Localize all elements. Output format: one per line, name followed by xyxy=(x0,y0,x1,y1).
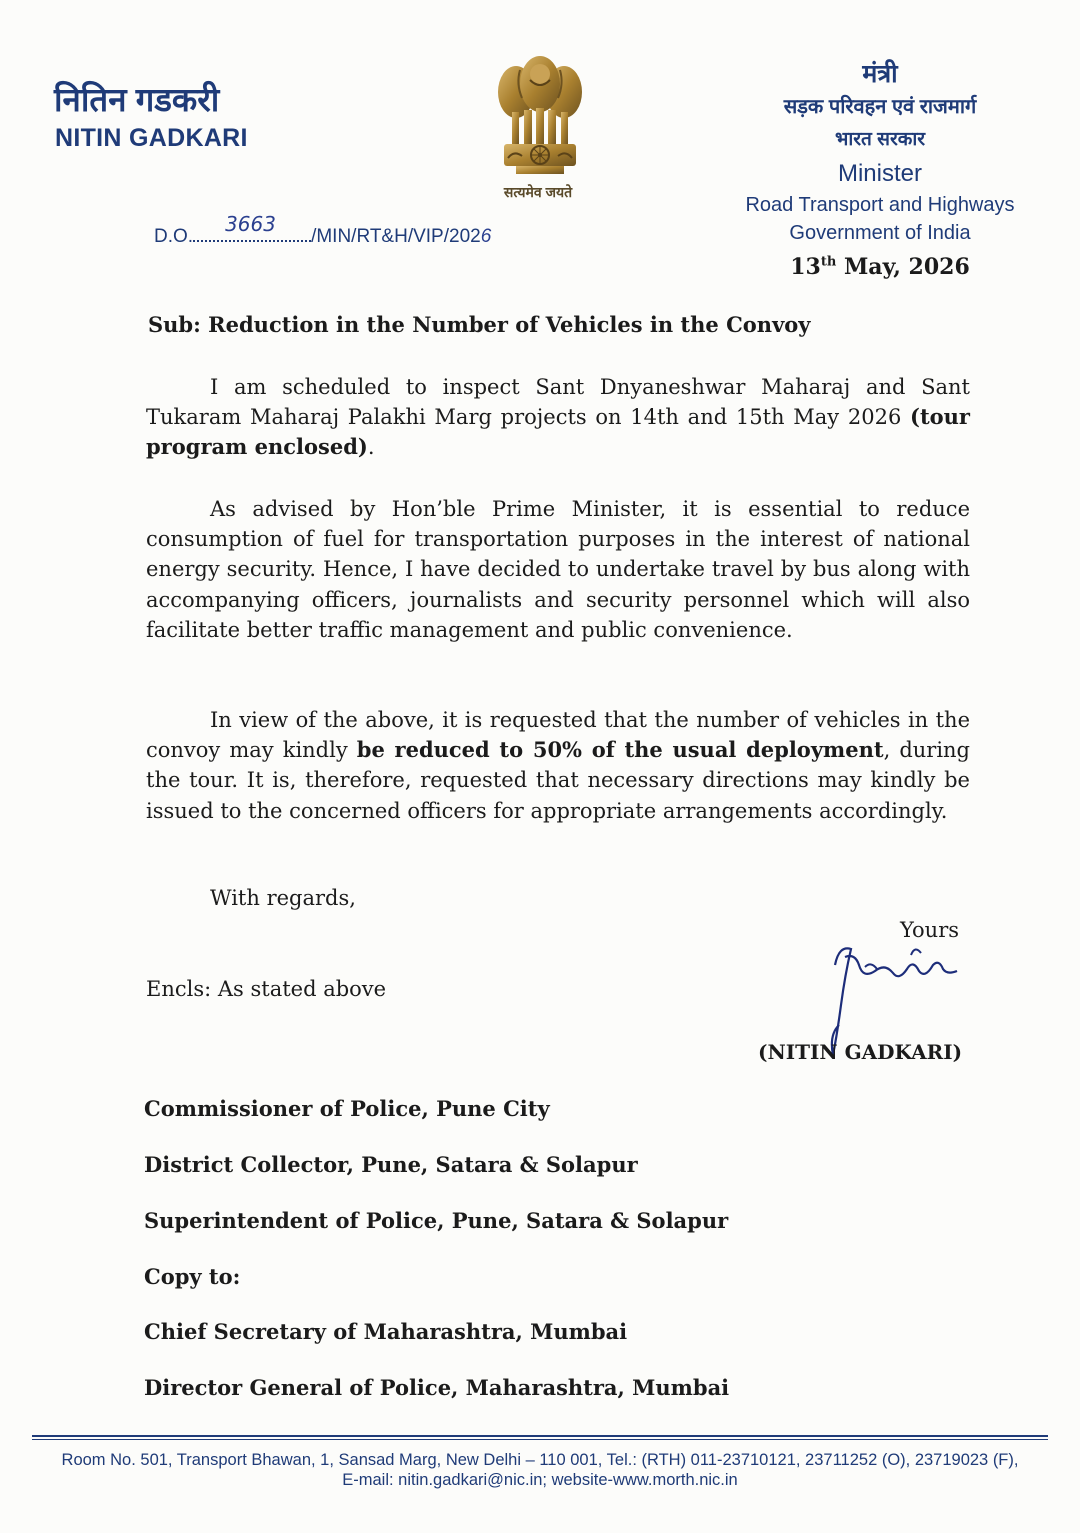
copy-to-label: Copy to: xyxy=(144,1264,241,1289)
paragraph-3-end: , during the tour. It is, therefore, requested that necessary directions may kindly be issued to the concerned officers for appropriate arrangements accordingly. xyxy=(146,738,971,823)
letter-date xyxy=(730,254,1030,280)
reference-number xyxy=(154,212,492,248)
date-day: 13 xyxy=(790,254,821,280)
footer-address: Room No. 501, Transport Bhawan, 1, Sansad Marg, New Delhi – 110 001, Tel.: (RTH) 011-23710121, 23711252 (O), 23719023 (F), xyxy=(61,1451,1019,1469)
paragraph-3-bold: be reduced to 50% of the usual deployment xyxy=(356,737,884,763)
closing-yours: Yours xyxy=(900,918,960,942)
minister-title-hindi: मंत्री xyxy=(862,60,898,88)
minister-title-english: Minister xyxy=(837,160,922,187)
reference-handwritten-year: 6 xyxy=(480,226,492,247)
footer-contact: E-mail: nitin.gadkari@nic.in; website-www.morth.nic.in xyxy=(342,1471,738,1489)
closing-regards: With regards, xyxy=(210,886,356,910)
subject-line: Sub: Reduction in the Number of Vehicles in the Convoy xyxy=(148,312,811,337)
reference-handwritten-number: 3663 xyxy=(225,212,276,236)
paragraph-2-text: As advised by Hon’ble Prime Minister, it is essential to reduce consumption of fuel for transportation purposes in the interest of national energy security. Hence, I have decided to undertake travel by bus along with accompanying officers, journalists and security personnel which will also facilitate better traffic management and public convenience. xyxy=(146,497,970,642)
recipient-3: Superintendent of Police, Pune, Satara & Solapur xyxy=(144,1208,729,1233)
government-english: Government of India xyxy=(789,222,971,244)
copy-recipient-2: Director General of Police, Maharashtra, Mumbai xyxy=(144,1375,730,1400)
date-suffix: th xyxy=(820,254,837,270)
copy-recipient-1: Chief Secretary of Maharashtra, Mumbai xyxy=(144,1319,628,1344)
paragraph-1-bold: (tour program enclosed) xyxy=(146,404,970,460)
government-hindi: भारत सरकार xyxy=(834,129,926,150)
paragraph-3-text: In view of the above, it is requested that the number of vehicles in the convoy may kindly xyxy=(146,708,970,763)
enclosure-note: Encls: As stated above xyxy=(146,977,387,1001)
paragraph-1-text: I am scheduled to inspect Sant Dnyaneshwar Maharaj and Sant Tukaram Maharaj Palakhi Marg projects on 14th and 15th May 2026 xyxy=(146,375,970,430)
signatory-name: (NITIN GADKARI) xyxy=(758,1040,963,1064)
paragraph-1 xyxy=(146,372,970,463)
paragraph-1-end: . xyxy=(367,435,375,460)
date-month-year: May, 2026 xyxy=(836,254,970,280)
footer-divider xyxy=(32,1435,1048,1437)
paragraph-3 xyxy=(146,705,970,826)
reference-suffix: /MIN/RT&H/VIP/202 xyxy=(311,226,481,247)
minister-name-hindi: नितिन गडकरी xyxy=(54,81,220,118)
recipient-1: Commissioner of Police, Pune City xyxy=(144,1096,550,1121)
footer-divider-thin xyxy=(32,1439,1048,1440)
ministry-name-hindi: सड़क परिवहन एवं राजमार्ग xyxy=(783,96,977,118)
emblem-motto: सत्यमेव जयते xyxy=(503,184,573,200)
paragraph-2 xyxy=(146,494,970,645)
national-emblem-icon xyxy=(490,50,590,205)
ministry-name-english: Road Transport and Highways xyxy=(745,194,1015,216)
minister-name-english: NITIN GADKARI xyxy=(55,124,248,152)
recipient-2: District Collector, Pune, Satara & Solapur xyxy=(144,1152,638,1177)
reference-prefix: D.O. xyxy=(154,226,194,247)
reference-dotted-field xyxy=(193,212,311,242)
